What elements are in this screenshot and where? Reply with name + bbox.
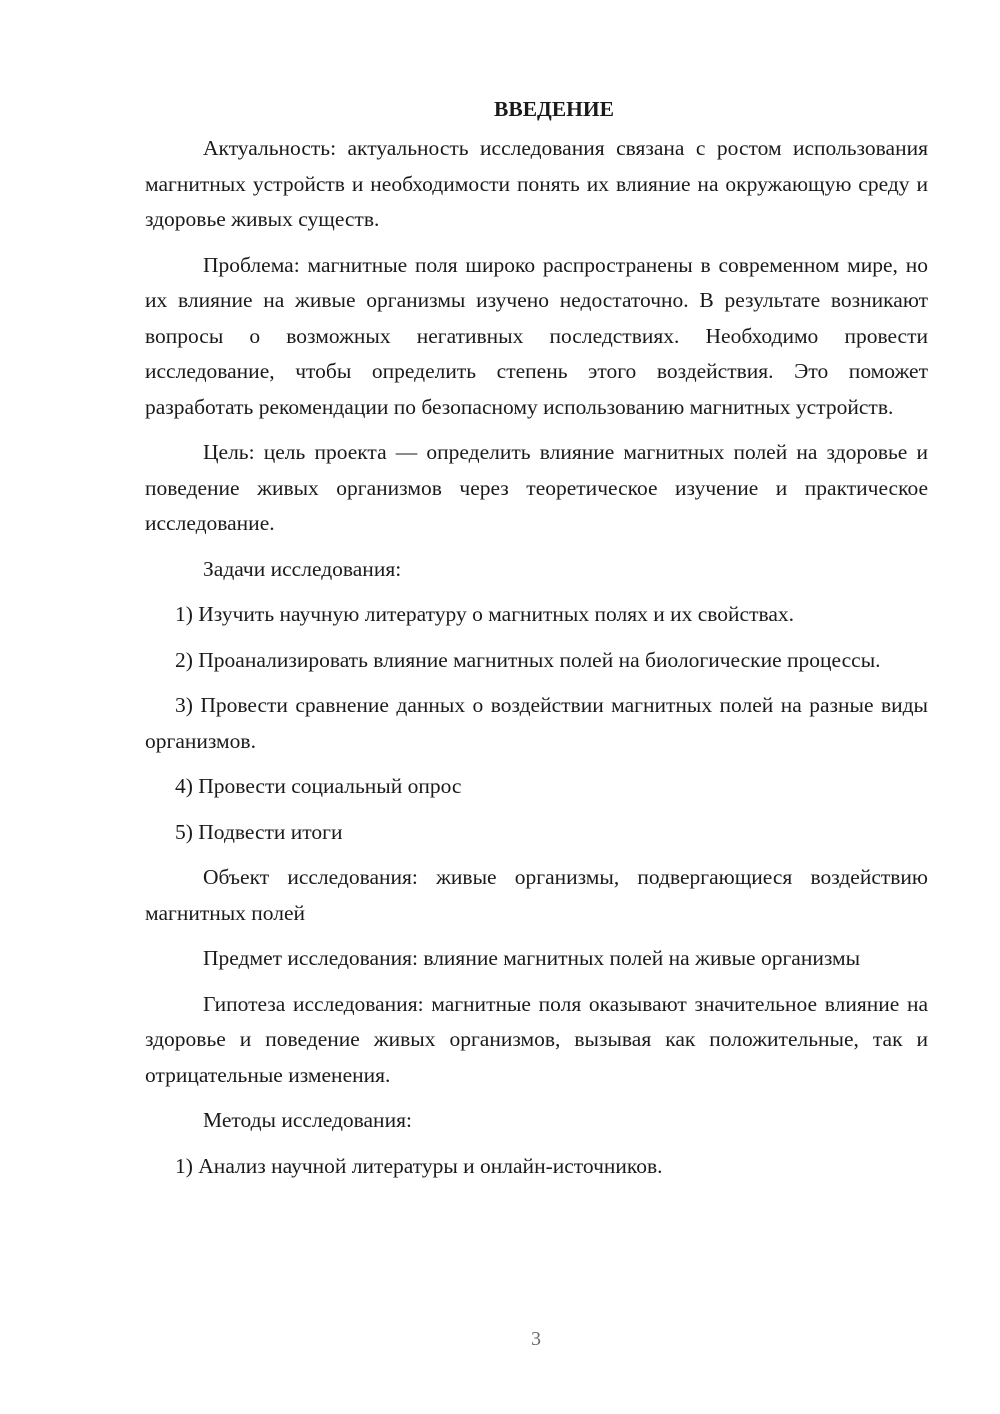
task-item-5: 5) Подвести итоги xyxy=(175,819,343,844)
task-item-2: 2) Проанализировать влияние магнитных полей на биологические процессы. xyxy=(175,647,881,672)
task-item-4: 4) Провести социальный опрос xyxy=(175,774,462,798)
page-number: 3 xyxy=(531,1328,541,1350)
subject-paragraph: Предмет исследования: влияние магнитных полей на живые организмы xyxy=(203,946,861,970)
hypothesis-paragraph: Гипотеза исследования: магнитные поля оказывают значительное влияние на здоровье и поведение живых организмов, вызывая как положительные, так и отрицательные изменения. xyxy=(145,991,928,1087)
method-item-1: 1) Анализ научной литературы и онлайн-источников. xyxy=(175,1153,663,1178)
goal-paragraph: Цель: цель проекта — определить влияние магнитных полей на здоровье и поведение живых организмов через теоретическое изучение и практическое исследование. xyxy=(145,440,928,535)
object-paragraph: Объект исследования: живые организмы, подвергающиеся воздействию магнитных полей xyxy=(145,865,928,925)
tasks-heading: Задачи исследования: xyxy=(203,556,402,581)
relevance-paragraph: Актуальность: актуальность исследования связана с ростом использования магнитных устройств и необходимости понять их влияние на окружающую среду и здоровье живых существ. xyxy=(145,136,928,231)
page-title: ВВЕДЕНИЕ xyxy=(494,97,614,121)
problem-paragraph: Проблема: магнитные поля широко распространены в современном мире, но их влияние на живые организмы изучено недостаточно. В результате возникают вопросы о возможных негативных последствиях. Необходимо провести исследование, чтобы определить степень этого воздействия. Это поможет разработать рекомендации по безопасному использованию магнитных устройств. xyxy=(145,252,928,419)
task-item-3: 3) Провести сравнение данных о воздействии магнитных полей на разные виды организмов. xyxy=(145,693,928,753)
methods-heading: Методы исследования: xyxy=(203,1108,412,1132)
task-item-1: 1) Изучить научную литературу о магнитных полях и их свойствах. xyxy=(175,602,795,626)
